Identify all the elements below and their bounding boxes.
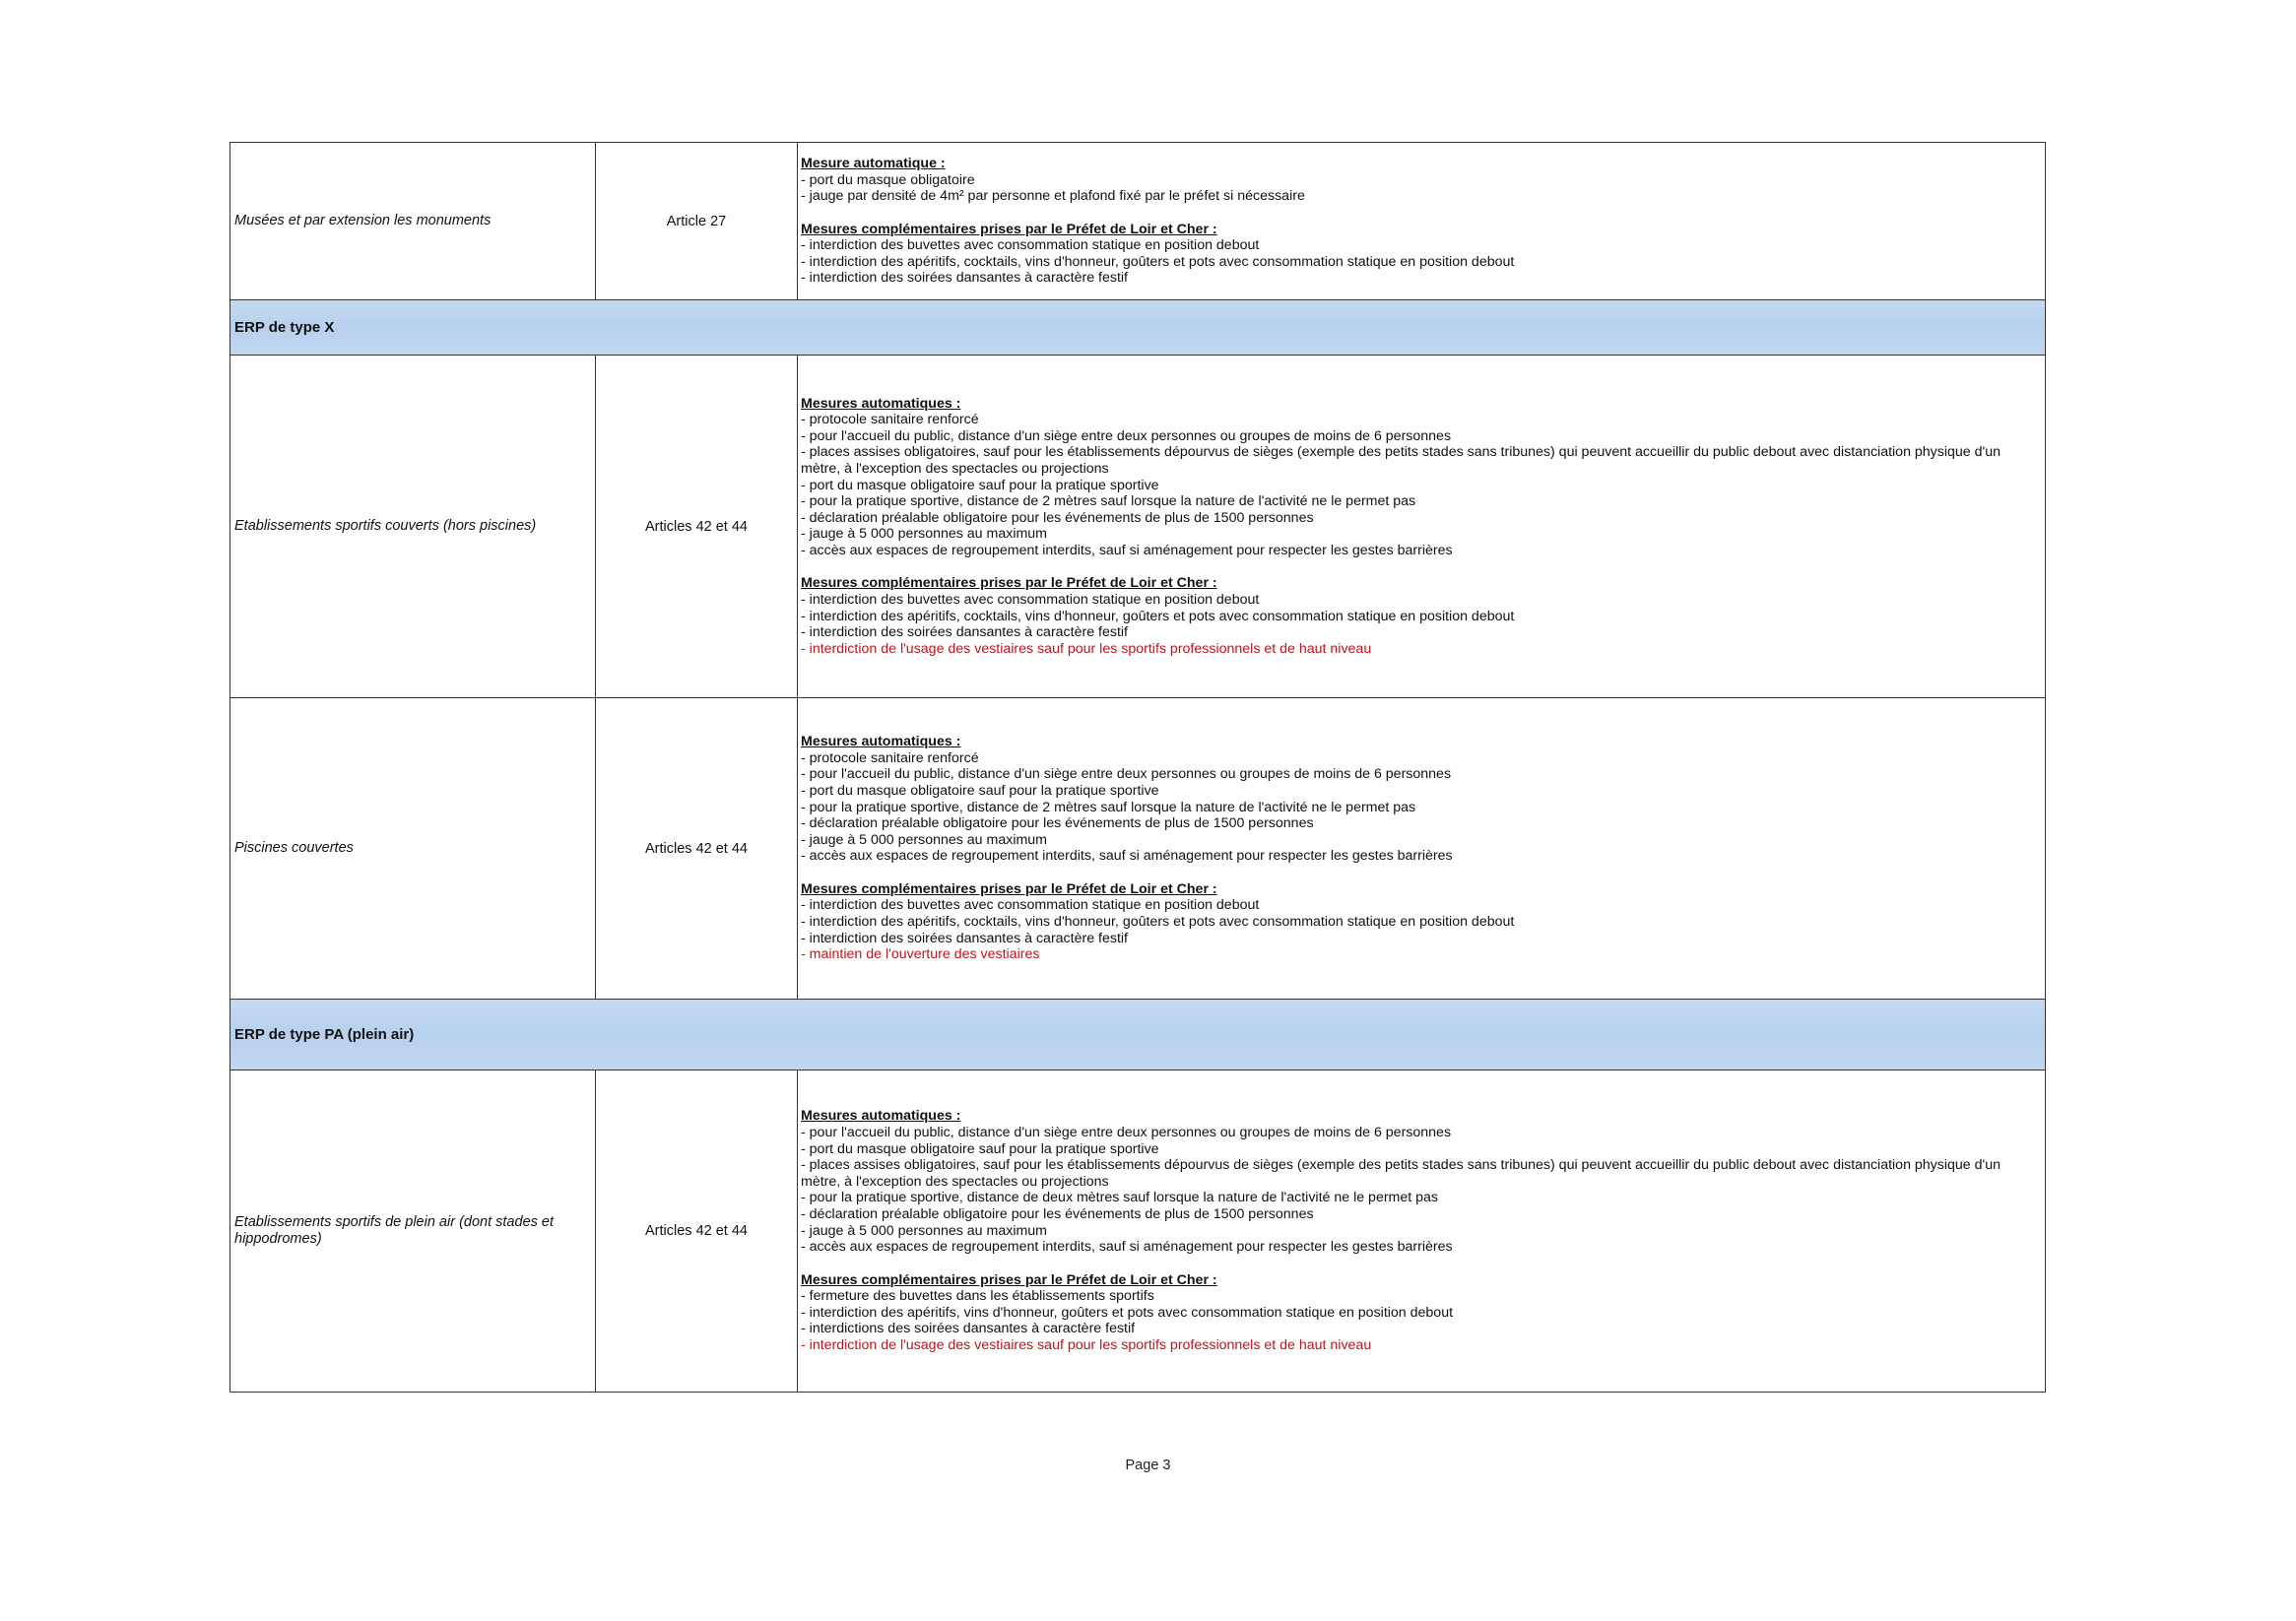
spacer: [801, 865, 2041, 881]
automatic-measure-item: - port du masque obligatoire sauf pour la pratique sportive: [801, 1140, 1159, 1157]
complementary-measures-title: Mesures complémentaires prises par le Préfet de Loir et Cher :: [801, 880, 1217, 897]
complementary-measure-item: - interdictions des soirées dansantes à caractère festif: [801, 1321, 1136, 1337]
section-header-row: [230, 1000, 2046, 1070]
complementary-measures-title: Mesures complémentaires prises par le Préfet de Loir et Cher :: [801, 1271, 1217, 1288]
complementary-measure-item: - fermeture des buvettes dans les établissements sportifs: [801, 1288, 1154, 1305]
establishment-label: Etablissements sportifs de plein air (dont stades et hippodromes): [230, 1070, 596, 1393]
automatic-measure-item: - pour l'accueil du public, distance d'un siège entre deux personnes ou groupes de moins de 6 personnes: [801, 427, 1452, 444]
section-title: ERP de type PA (plein air): [230, 1000, 2046, 1070]
spacer: [801, 205, 2041, 222]
table-row: [230, 1070, 2046, 1393]
table-row: [230, 143, 2046, 300]
complementary-measures-title: Mesures complémentaires prises par le Préfet de Loir et Cher :: [801, 575, 1217, 592]
complementary-measure-item: - interdiction des apéritifs, cocktails, vins d'honneur, goûters et pots avec consommation statique en position debout: [801, 914, 1515, 931]
section-title: ERP de type X: [230, 300, 2046, 356]
automatic-measure-item: - places assises obligatoires, sauf pour les établissements dépourvus de sièges (exemple des petits stades sans tribunes) qui peuvent accueillir du public debout avec distanciation physique d'un mètre, à l'exception des spectacles ou projections: [801, 444, 2001, 477]
measures-cell: [798, 698, 2046, 1000]
automatic-measure-item: - pour la pratique sportive, distance de deux mètres sauf lorsque la nature de l'activité ne le permet pas: [801, 1190, 1439, 1206]
article-reference: Articles 42 et 44: [596, 1070, 798, 1393]
automatic-measure-item: - port du masque obligatoire: [801, 171, 975, 188]
section-header-row: [230, 300, 2046, 356]
automatic-measure-item: - déclaration préalable obligatoire pour les événements de plus de 1500 personnes: [801, 509, 1314, 526]
automatic-measure-item: - accès aux espaces de regroupement interdits, sauf si aménagement pour respecter les gestes barrières: [801, 542, 1453, 558]
page-number: Page 3: [1125, 1458, 1171, 1473]
automatic-measure-item: - port du masque obligatoire sauf pour la pratique sportive: [801, 477, 1159, 493]
automatic-measure-item: - places assises obligatoires, sauf pour les établissements dépourvus de sièges (exemple des petits stades sans tribunes) qui peuvent accueillir du public debout avec distanciation physique d'un mètre, à l'exception des spectacles ou projections: [801, 1157, 2001, 1190]
automatic-measure-item: - port du masque obligatoire sauf pour la pratique sportive: [801, 782, 1159, 799]
article-reference: Article 27: [596, 143, 798, 300]
measures-table: [230, 142, 2046, 1393]
establishment-label: Etablissements sportifs couverts (hors piscines): [230, 356, 596, 698]
highlighted-measure-item: - interdiction de l'usage des vestiaires sauf pour les sportifs professionnels et de haut niveau: [801, 640, 1372, 657]
complementary-measures-title: Mesures complémentaires prises par le Préfet de Loir et Cher :: [801, 221, 1217, 237]
establishment-label: Piscines couvertes: [230, 698, 596, 1000]
automatic-measure-item: - jauge à 5 000 personnes au maximum: [801, 1222, 1047, 1239]
complementary-measure-item: - interdiction des soirées dansantes à caractère festif: [801, 930, 1128, 946]
automatic-measure-item: - jauge à 5 000 personnes au maximum: [801, 831, 1047, 848]
automatic-measure-item: - accès aux espaces de regroupement interdits, sauf si aménagement pour respecter les gestes barrières: [801, 1239, 1453, 1256]
complementary-measure-item: - interdiction des soirées dansantes à caractère festif: [801, 270, 1128, 287]
complementary-measure-item: - interdiction des buvettes avec consommation statique en position debout: [801, 237, 1260, 254]
article-reference: Articles 42 et 44: [596, 356, 798, 698]
complementary-measure-item: - interdiction des apéritifs, vins d'honneur, goûters et pots avec consommation statique en position debout: [801, 1304, 1454, 1321]
measures-cell: [798, 1070, 2046, 1393]
automatic-measure-item: - protocole sanitaire renforcé: [801, 412, 979, 428]
measures-cell: [798, 356, 2046, 698]
automatic-measure-item: - pour la pratique sportive, distance de 2 mètres sauf lorsque la nature de l'activité ne le permet pas: [801, 493, 1416, 510]
automatic-measure-item: - déclaration préalable obligatoire pour les événements de plus de 1500 personnes: [801, 815, 1314, 832]
establishment-label: Musées et par extension les monuments: [230, 143, 596, 300]
automatic-measure-item: - jauge à 5 000 personnes au maximum: [801, 526, 1047, 543]
automatic-measure-item: - déclaration préalable obligatoire pour les événements de plus de 1500 personnes: [801, 1205, 1314, 1222]
automatic-measure-item: - pour l'accueil du public, distance d'un siège entre deux personnes ou groupes de moins de 6 personnes: [801, 1124, 1452, 1140]
automatic-measure-item: - protocole sanitaire renforcé: [801, 749, 979, 766]
automatic-measures-title: Mesure automatique :: [801, 155, 946, 171]
spacer: [801, 1256, 2041, 1272]
highlighted-measure-item: - interdiction de l'usage des vestiaires sauf pour les sportifs professionnels et de haut niveau: [801, 1337, 1372, 1354]
complementary-measure-item: - interdiction des apéritifs, cocktails, vins d'honneur, goûters et pots avec consommation statique en position debout: [801, 608, 1515, 624]
automatic-measures-title: Mesures automatiques :: [801, 734, 961, 750]
complementary-measure-item: - interdiction des soirées dansantes à caractère festif: [801, 624, 1128, 641]
table-row: [230, 356, 2046, 698]
automatic-measure-item: - pour l'accueil du public, distance d'un siège entre deux personnes ou groupes de moins de 6 personnes: [801, 766, 1452, 783]
article-reference: Articles 42 et 44: [596, 698, 798, 1000]
measures-table-body: [230, 143, 2046, 1393]
automatic-measure-item: - pour la pratique sportive, distance de 2 mètres sauf lorsque la nature de l'activité ne le permet pas: [801, 799, 1416, 815]
automatic-measure-item: - accès aux espaces de regroupement interdits, sauf si aménagement pour respecter les gestes barrières: [801, 848, 1453, 865]
complementary-measure-item: - interdiction des apéritifs, cocktails, vins d'honneur, goûters et pots avec consommation statique en position debout: [801, 253, 1515, 270]
spacer: [801, 558, 2041, 575]
complementary-measure-item: - interdiction des buvettes avec consommation statique en position debout: [801, 897, 1260, 914]
table-row: [230, 698, 2046, 1000]
automatic-measure-item: - jauge par densité de 4m² par personne et plafond fixé par le préfet si nécessaire: [801, 188, 1305, 205]
automatic-measures-title: Mesures automatiques :: [801, 1108, 961, 1125]
complementary-measure-item: - interdiction des buvettes avec consommation statique en position debout: [801, 592, 1260, 609]
highlighted-measure-item: - maintien de l'ouverture des vestiaires: [801, 946, 1040, 963]
automatic-measures-title: Mesures automatiques :: [801, 395, 961, 412]
measures-cell: [798, 143, 2046, 300]
